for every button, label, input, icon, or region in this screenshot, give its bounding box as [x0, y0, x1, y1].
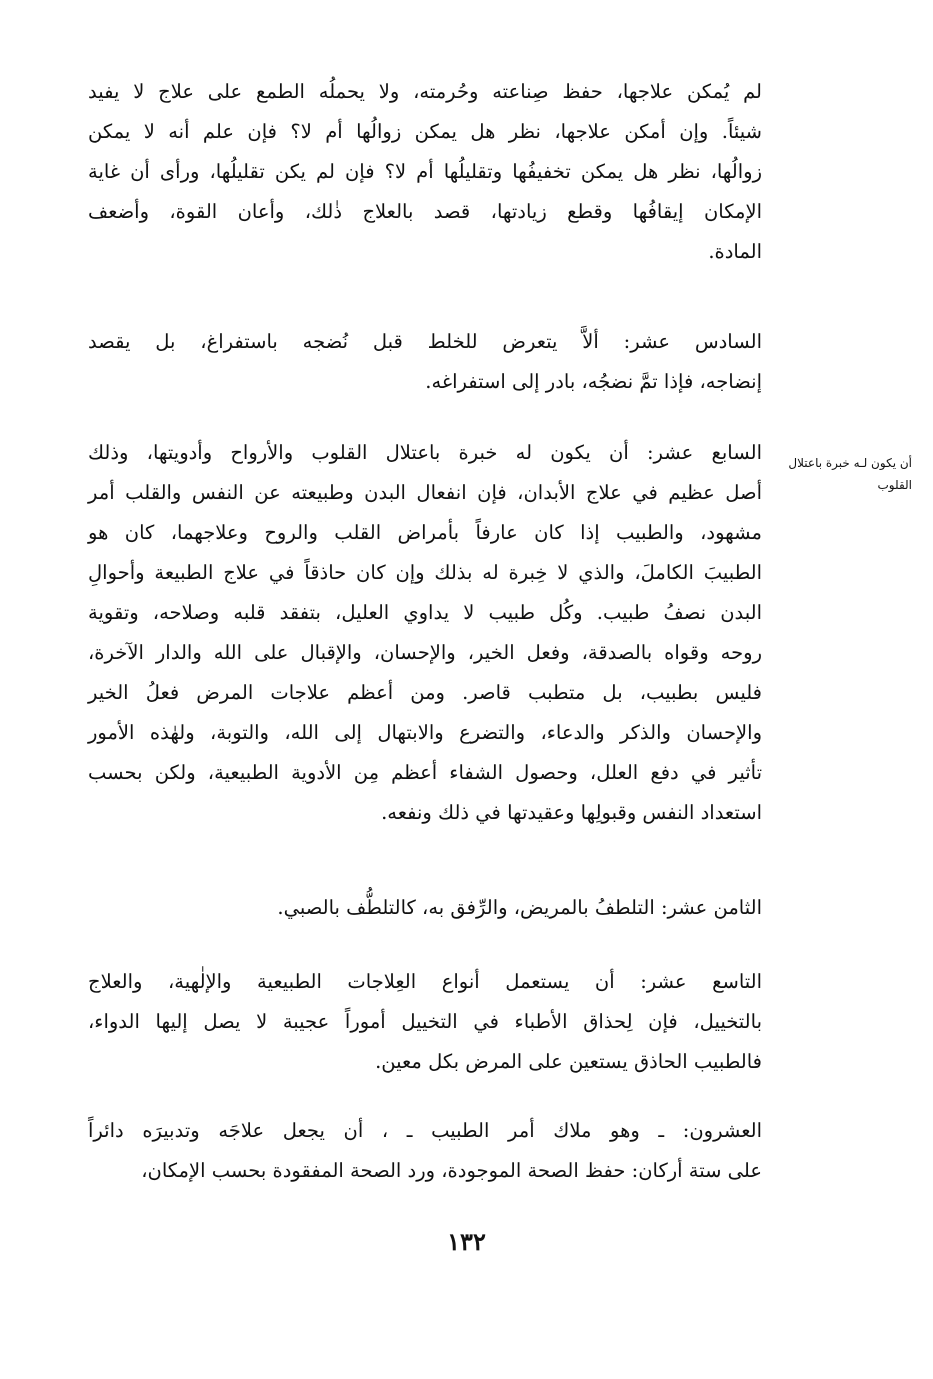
text-line: بالتخييل، فإن لِحذاق الأطباء في التخييل أموراً عجيبة لا يصل إليها الدواء، [88, 1010, 762, 1033]
text-line: فليس بطبيب، بل متطبب قاصر. ومن أعظم علاجات المرض فعلُ الخير [88, 681, 762, 704]
text-line: الثامن عشر: التلطفُ بالمريض، والرِّفق به، كالتلطُّف بالصبي. [277, 896, 762, 919]
text-line: أصل عظيم في علاج الأبدان، فإن انفعال البدن وطبيعته عن النفس والقلب أمر [88, 481, 762, 504]
text-line: على ستة أركان: حفظ الصحة الموجودة، ورد الصحة المفقودة بحسب الإمكان، [141, 1159, 762, 1182]
text-line: تأثير في دفع العلل، وحصول الشفاء أعظم مِن الأدوية الطبيعية، ولكن بحسب [88, 761, 762, 784]
margin-note-line: أن يكون لـه خبرة باعتلال [788, 456, 912, 470]
text-line: الإمكان إيقافُها وقطع زيادتها، قصد بالعلاج ذٰلك، وأعان القوة، وأضعف [88, 200, 762, 223]
text-line: مشهود، والطبيب إذا كان عارفاً بأمراض القلب والروح وعلاجهما، كان هو [88, 521, 762, 544]
text-line: إنضاجه، فإذا تمَّ نضجُه، بادر إلى استفراغه. [425, 370, 762, 393]
text-line: والإحسان والذكر والدعاء، والتضرع والابتهال إلى الله، والتوبة، ولهٰذه الأمور [88, 721, 762, 744]
margin-note-line: القلوب [877, 478, 912, 492]
text-line: روحه وقواه بالصدقة، وفعل الخير، والإحسان، والإقبال على الله والدار الآخرة، [88, 641, 762, 664]
text-line: المادة. [708, 240, 762, 263]
text-line: فالطبيب الحاذق يستعين على المرض بكل معين. [375, 1050, 762, 1073]
text-line: زوالُها، نظر هل يمكن تخفيفُها وتقليلُها أم لا؟ فإن لم يكن تقليلُها، ورأى أن غاية [88, 160, 762, 183]
text-line: التاسع عشر: أن يستعمل أنواع العِلاجات الطبيعية والإلٰهية، والعلاج [88, 970, 762, 993]
text-line: السابع عشر: أن يكون له خبرة باعتلال القلوب والأرواح وأدويتها، وذلك [88, 441, 762, 464]
text-line: العشرون: ـ وهو ملاك أمر الطبيب ـ ، أن يجعل علاجَه وتدبيرَه دائراً [88, 1119, 762, 1142]
text-line: الطبيبَ الكاملَ، والذي لا خِبرة له بذلك وإن كان حاذقاً في علاج الطبيعة وأحوالِ [88, 561, 762, 584]
text-line: السادس عشر: ألاَّ يتعرض للخلط قبل نُضجه باستفراغ، بل يقصد [88, 330, 762, 353]
page-number: ١٣٢ [447, 1227, 486, 1256]
text-line: لم يُمكن علاجها، حفظ صِناعته وحُرمته، ولا يحملُه الطمع على علاج لا يفيد [88, 80, 762, 103]
text-line: البدن نصفُ طبيب. وكُل طبيب لا يداوي العليل، بتفقد قلبه وصلاحه، وتقوية [88, 601, 762, 624]
text-line: شيئاً. وإن أمكن علاجها، نظر هل يمكن زوالُها أم لا؟ فإن علم أنه لا يمكن [88, 120, 762, 143]
margin-note [772, 452, 912, 496]
text-line: استعداد النفس وقبولِها وعقيدتها في ذلك ونفعه. [381, 801, 762, 824]
